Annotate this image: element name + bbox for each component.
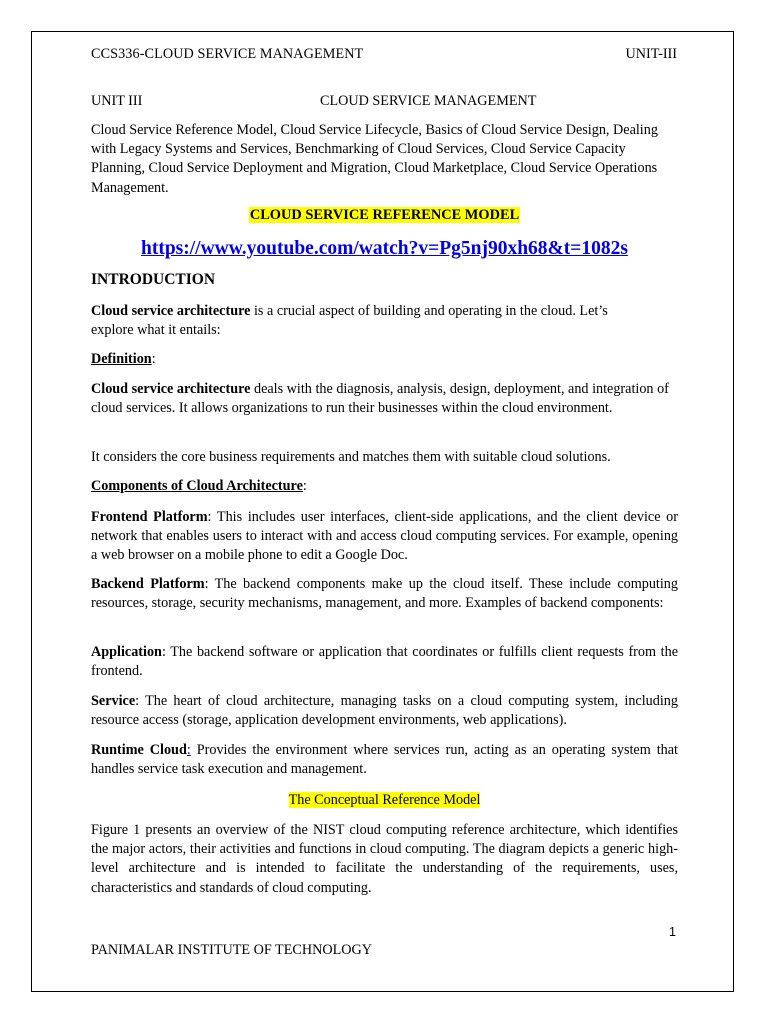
intro-heading: INTRODUCTION (91, 271, 216, 288)
definition-colon: : (151, 351, 156, 367)
core-requirements-paragraph: It considers the core business requirements and matches them with suitable cloud solutions. (91, 449, 611, 465)
definition-text: deals with the diagnosis, analysis, design, deployment, and integration of cloud services. It allows organizations to run their businesses within the cloud environment. (91, 381, 669, 417)
definition-paragraph (91, 380, 678, 418)
intro-line1: is a crucial aspect of building and operating in the cloud. Let’s (250, 303, 608, 319)
unit-title: CLOUD SERVICE MANAGEMENT (320, 93, 537, 109)
component-application (91, 643, 678, 681)
video-link-row (91, 238, 678, 260)
component-backend (91, 575, 678, 613)
component-term: Frontend Platform (91, 509, 208, 525)
section-title-row (91, 207, 678, 224)
figure-intro-paragraph: Figure 1 presents an overview of the NIST cloud computing reference architecture, which identifies the major actors, their activities and functions in cloud computing. The diagram depicts a generic high-level architecture and is intended to facilitate the understanding of the requirements, uses, characteristics and standards of cloud computing. (91, 822, 678, 896)
unit-label: UNIT III (91, 93, 143, 109)
intro-bold: Cloud service architecture (91, 303, 251, 319)
components-colon: : (302, 478, 307, 494)
component-term: Runtime Cloud (91, 742, 187, 758)
component-term: Backend Platform (91, 576, 205, 592)
component-text: Provides the environment where services run, acting as an operating system that handles service task execution and management. (91, 742, 678, 778)
section-title: CLOUD SERVICE REFERENCE MODEL (249, 207, 520, 223)
footer-institute: PANIMALAR INSTITUTE OF TECHNOLOGY (91, 942, 372, 958)
runtime-cloud-link[interactable]: : (186, 742, 191, 758)
component-text: : The backend components make up the cloud itself. These include computing resources, storage, security mechanisms, management, and more. Examples of backend components: (91, 576, 678, 612)
topics-paragraph: Cloud Service Reference Model, Cloud Service Lifecycle, Basics of Cloud Service Design, Dealing with Legacy Systems and Services, Benchmarking of Cloud Services, Cloud Service Capacity Planning, Cloud Service Deployment and Migration, Cloud Marketplace, Cloud Service Operations Management. (91, 122, 658, 196)
figure-caption-row (91, 791, 678, 809)
components-heading: Components of Cloud Architecture (91, 478, 303, 494)
component-term: Service (91, 693, 136, 709)
intro-line2: explore what it entails: (91, 322, 221, 339)
definition-bold: Cloud service architecture (91, 381, 251, 397)
header-unit: UNIT-III (625, 46, 677, 62)
component-runtime-cloud (91, 741, 678, 779)
component-service (91, 692, 678, 730)
definition-heading: Definition (91, 351, 152, 367)
definition-heading-row (91, 350, 678, 369)
component-text: : This includes user interfaces, client-side applications, and the client device or network that enables users to interact with and access cloud computing services. For example, opening a web browser on a mobile phone to edit a Google Doc. (91, 509, 678, 564)
header-course: CCS336-CLOUD SERVICE MANAGEMENT (91, 46, 364, 62)
component-term: Application (91, 644, 162, 660)
figure-caption: The Conceptual Reference Model (288, 792, 481, 808)
components-heading-row (91, 477, 678, 496)
component-text: : The heart of cloud architecture, managing tasks on a cloud computing system, including resource access (storage, application development environments, web applications). (91, 693, 678, 729)
video-link[interactable]: https://www.youtube.com/watch?v=Pg5nj90xh68&t=1082s (141, 238, 628, 259)
page-number: 1 (669, 925, 676, 939)
component-frontend (91, 508, 678, 566)
component-text: : The backend software or application that coordinates or fulfills client requests from the frontend. (91, 644, 678, 680)
intro-paragraph (91, 302, 678, 340)
